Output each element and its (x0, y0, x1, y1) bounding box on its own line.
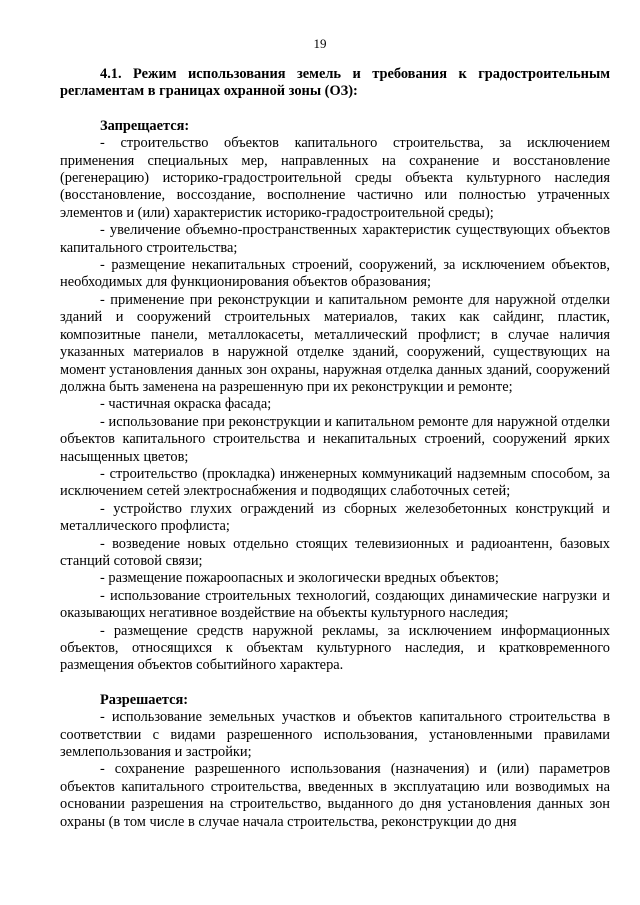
section-heading: 4.1. Режим использования земель и требования к градостроительным регламентам в границах охранной зоны (ОЗ): (60, 66, 610, 100)
page-number: 19 (313, 36, 327, 51)
prohibited-item: - строительство (прокладка) инженерных коммуникаций надземным способом, за исключением сетей электроснабжения и подводящих слаботочных сетей; (60, 465, 610, 500)
prohibited-item: - увеличение объемно-пространственных характеристик существующих объектов капитального строительства; (60, 222, 610, 256)
permitted-title: Разрешается: (100, 691, 189, 708)
prohibited-item: - устройство глухих ограждений из сборных железобетонных конструкций и металлического профлиста; (60, 500, 610, 535)
document-body (60, 66, 610, 831)
prohibited-title: Запрещается: (100, 117, 190, 134)
permitted-item: - сохранение разрешенного использования (назначения) и (или) параметров объектов капитального строительства, введенных в эксплуатацию или возводимых на основании разрешения на строительство, выданного до дня установления данных зон охраны (в том числе в случае начала строительства, реконструкции до дня (60, 761, 610, 830)
prohibited-item: - частичная окраска фасада; (100, 396, 272, 413)
spacer (60, 675, 610, 692)
prohibited-item: - применение при реконструкции и капитальном ремонте для наружной отделки зданий и сооружений строительных материалов, таких как сайдинг, пластик, композитные панели, металлокасеты, металлический профлист; в случае наличия указанных материалов в наружной отделке зданий, сооружений, существующих на момент установления данных зон охраны, наружная отделка данных зданий, сооружений должна быть заменена на разрешенную при их реконструкции и ремонте; (60, 291, 610, 395)
prohibited-item: - размещение некапитальных строений, сооружений, за исключением объектов, необходимых для функционирования объектов образования; (60, 257, 610, 291)
prohibited-item: - возведение новых отдельно стоящих телевизионных и радиоантенн, базовых станций сотовой связи; (60, 535, 610, 569)
prohibited-item: - размещение пожароопасных и экологически вредных объектов; (100, 570, 499, 587)
spacer (60, 101, 610, 118)
permitted-section (60, 692, 610, 831)
prohibited-item: - строительство объектов капитального строительства, за исключением применения специальных мер, направленных на сохранение и восстановление (регенерацию) историко-градостроительной среды объекта культурного наследия (восстановление, воссоздание, восполнение частично или полностью утраченных элементов и (или) характеристик историко-градостроительной среды); (60, 135, 610, 221)
prohibited-item: - использование при реконструкции и капитальном ремонте для наружной отделки объектов капитального строительства и некапитальных строений, сооружений ярких насыщенных цветов; (60, 413, 610, 465)
prohibited-section (60, 118, 610, 675)
prohibited-item: - использование строительных технологий, создающих динамические нагрузки и оказывающих негативное воздействие на объекты культурного наследия; (60, 587, 610, 622)
permitted-item: - использование земельных участков и объектов капитального строительства в соответствии с видами разрешенного использования, установленными правилами землепользования и застройки; (60, 709, 610, 761)
prohibited-item: - размещение средств наружной рекламы, за исключением информационных объектов, относящихся к объектам культурного наследия, и кратковременного размещения объектов событийного характера. (60, 622, 610, 674)
